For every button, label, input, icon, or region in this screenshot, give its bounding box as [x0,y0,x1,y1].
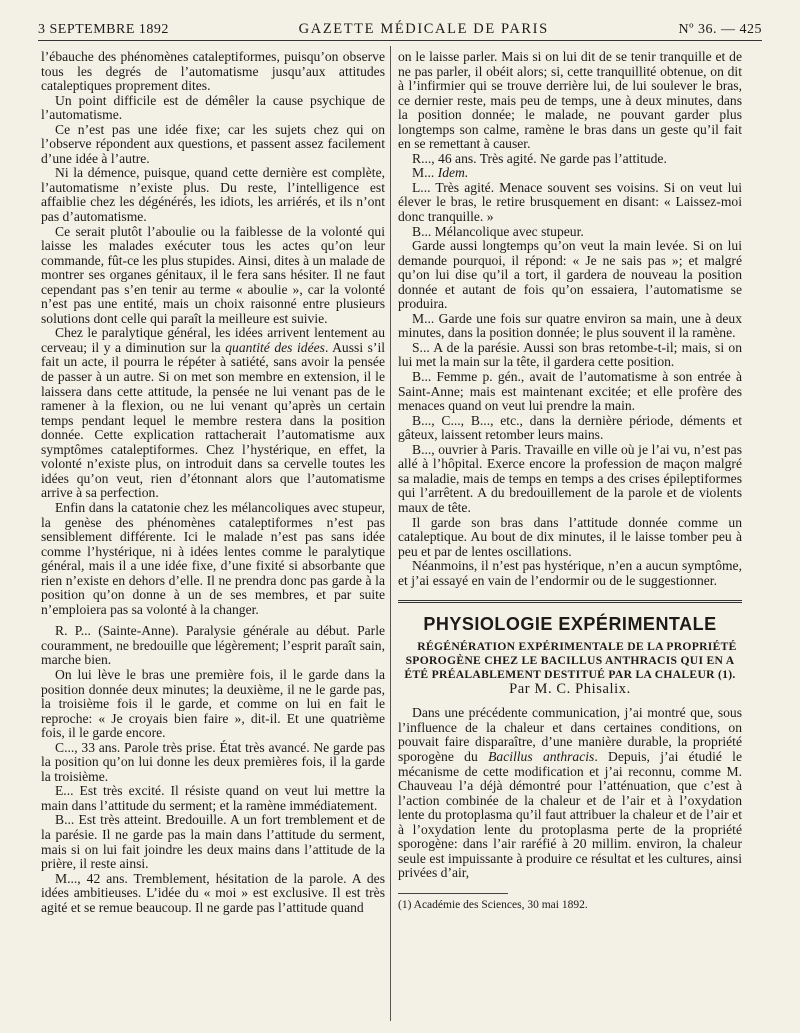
section-rule [398,600,742,603]
text-run: Chez le paralytique général, les idées arrivent lentement au cerveau; il y a diminution sur la [41,325,385,355]
emphasis-text: Idem. [437,165,469,181]
header-rule [38,40,762,41]
paragraph: B... Est très atteint. Bredouille. A un fort tremblement et de la parésie. Il ne garde pas la main dans l’attitude du serment, mais si on lui fait joindre les deux mains dans l’attitude de la prière, il reste ainsi. [41,812,385,872]
paragraph: Ni la démence, puisque, quand cette dernière est complète, l’automatisme n’existe plus. Du reste, l’intelligence est affaiblie chez les dégénérés, les idiots, les arriérés, et ils n’ont pas d’automatisme. [41,165,385,225]
paragraph [41,326,385,501]
paragraph: B... Mélancolique avec stupeur. [412,223,584,239]
paragraph: S... A de la parésie. Aussi son bras retombe-t-il; mais, si on lui met la main sur la tête, il gardera cette position. [398,339,742,370]
paragraph [398,706,742,881]
paragraph: C..., 33 ans. Parole très prise. État très avancé. Ne garde pas la position qu’on lui donne les deux premières fois, il la garde la troisième. [41,739,385,784]
article-title: RÉGÉNÉRATION EXPÉRIMENTALE DE LA PROPRIÉTÉ SPOROGÈNE CHEZ LE BACILLUS ANTHRACIS QUI EN A ÉTÉ PRÉALABLEMENT DESTITUÉ PAR LA CHALEUR (1). [404,639,737,681]
text-run: . Aussi s’il fait un acte, il pourra le répéter à satiété, sans avoir la pensée de passer à un autre. Si on met son membre en extension, il le laissera dans cette attitude, la pensée ne lui venant pas de le ramener à la flexion, ou ne lui venant qu’après un certain temps pendant lequel le membre restera dans la position donnée. Cette explication rattacherait l’automatisme aux symptômes cataleptiformes. Chez l’hystérique, en effet, la volonté n’existe plus, on introduit dans sa cervelle toutes les idées qu’on veut, rien d’étonnant alors que l’automatisme arrive à sa perfection. [41,339,385,501]
paragraph: On lui lève le bras une première fois, il le garde dans la position donnée deux minutes; la deuxième, il ne le garde pas, la troisième fois il le garde, et comme on lui en fait le reproche: « Je croyais bien faire », dit-il. Et une quatrième fois, il le garde encore. [41,666,385,741]
paragraph: Ce n’est pas une idée fixe; car les sujets chez qui on l’observe répondent aux questions, et passent assez facilement d’une idée à l’autre. [41,121,385,166]
paragraph: E... Est très excité. Il résiste quand on veut lui mettre la main dans l’attitude du serment; et la ramène immédiatement. [41,783,385,813]
paragraph: L... Très agité. Menace souvent ses voisins. Si on veut lui élever le bras, le retire brusquement en disant: « Laissez-moi donc tranquille. » [398,179,742,225]
page-header [38,16,762,38]
text-run: . Depuis, j’ai étudié le mécanisme de cette modification et j’ai reconnu, comme M. Chauveau l’a déjà démontré pour l’atténuation, que c’est à l’action combinée de la chaleur et de l’air et à l’oxydation lente du protoplasma qu’il faut attribuer la chaleur et de l’air et à l’oxydation lente du protoplasma perte de la propriété sporogène: dans l’air raréfié à 20 millim. environ, la chaleur seule est impuissante à produire ce résultat et les cultures, ainsi privées d’air, [398,748,742,881]
paragraph: B... Femme p. gén., avait de l’automatisme à son entrée à Saint-Anne; mais est maintenant excitée; et elle profère des menaces quand on veut lui prendre la main. [398,369,742,414]
emphasis-text: quantité des idées [225,339,325,355]
text-run: M... [412,165,438,181]
article-author: Par M. C. Phisalix. [509,680,631,697]
column-divider [390,46,391,1021]
text-run: Dans une précédente communication, j’ai montré que, sous l’influence de la chaleur et dans certaines conditions, on pouvait faire disparaître, d’une manière durable, la propriété sporogène du [398,705,742,764]
header-journal-title: GAZETTE MÉDICALE DE PARIS [298,21,549,37]
paragraph: Ce serait plutôt l’aboulie ou la faiblesse de la volonté qui laisse les malades exécuter tous les actes qu’on leur commande, fût-ce les plus stupides. Ainsi, dites à un malade de montrer ses organes génitaux, il le fera sans hésiter. Il ne faut cependant pas s’en tenir au terme « aboulie », car la volonté n’est pas une entité, mais un choix raisonné entre plusieurs solutions dont celle qui paraît la meilleure est suivie. [41,223,385,326]
paragraph: Enfin dans la catatonie chez les mélancoliques avec stupeur, la genèse des phénomènes cataleptiformes n’est pas sensiblement différente. Ici le malade n’est pas sans idée comme l’hystérique, ni à idées lentes comme le paralytique général, mais il a une idée fixe, d’une fixité si absorbante que rien n’existe en dehors d’elle. Il ne prendra donc pas garde à la position qu’on donne à un de ses membres, et par suite n’emploiera pas sa volonté à la changer. [41,499,385,617]
paragraph: l’ébauche des phénomènes cataleptiformes, puisqu’on observe tous les degrés de l’automatisme jusqu’aux attitudes cataleptiques proprement dites. [41,49,385,94]
paragraph: Néanmoins, il n’est pas hystérique, n’en a aucun symptôme, et j’ai essayé en vain de l’endormir ou de le suggestionner. [398,558,742,588]
header-issue-page: Nº 36. — 425 [678,22,762,37]
emphasis-text: Bacillus anthracis [488,748,595,764]
paragraph: Un point difficile est de démêler la cause psychique de l’automatisme. [41,92,385,123]
paragraph: on le laisse parler. Mais si on lui dit de se tenir tranquille et de ne pas parler, il obéit alors; si, cette tranquillité obtenue, on dit à l’infirmier qui se trouve derrière lui, de lui soulever le bras, ce dernier reste, mais peu de temps, une à deux minutes, dans la position donnée; le malade, ne pouvant garder plus longtemps son calme, ramène le bras dans un geste qu’il fait en se remettant à causer. [398,49,742,152]
paragraph [398,166,742,181]
paragraph: R..., 46 ans. Très agité. Ne garde pas l’attitude. [412,150,667,166]
paragraph: B..., ouvrier à Paris. Travaille en ville où je l’ai vu, n’est pas allé à l’hôpital. Exerce encore la profession de maçon malgré sa maladie, mais de temps en temps a des crises épileptiformes qui l’arrêtent. A du bredouillement de la parole et de violents maux de tête. [398,441,742,515]
footnote-rule [398,893,508,894]
paragraph: R. P... (Sainte-Anne). Paralysie générale au début. Parle couramment, ne bredouille que légèrement; l’esprit paraît sain, marche bien. [41,623,385,668]
paragraph: Il garde son bras dans l’attitude donnée comme un cataleptique. Au bout de dix minutes, il le laisse tomber peu à peu et par de lentes oscillations. [398,514,742,559]
right-column [398,50,742,912]
left-column [41,50,385,915]
paragraph: M..., 42 ans. Tremblement, hésitation de la parole. A des idées ambitieuses. L’idée du « moi » est exclusive. Il est très agité et se remue beaucoup. Il ne garde pas l’attitude quand [41,870,385,915]
paragraph: Garde aussi longtemps qu’on veut la main levée. Si on lui demande pourquoi, il répond: « Je ne sais pas »; et malgré qu’on lui dise qu’il a tort, il gardera de nouveau la position donnée et autant de fois qu’on essaiera, l’automatisme se produira. [398,238,742,312]
section-title: PHYSIOLOGIE EXPÉRIMENTALE [423,614,717,635]
paragraph: M... Garde une fois sur quatre environ sa main, une à deux minutes, dans la position donnée; le plus souvent il la ramène. [398,310,742,341]
footnote: (1) Académie des Sciences, 30 mai 1892. [398,898,588,911]
header-date: 3 SEPTEMBRE 1892 [38,22,169,37]
paragraph: B..., C..., B..., etc., dans la dernière période, déments et gâteux, laissent retomber leurs mains. [398,412,742,443]
